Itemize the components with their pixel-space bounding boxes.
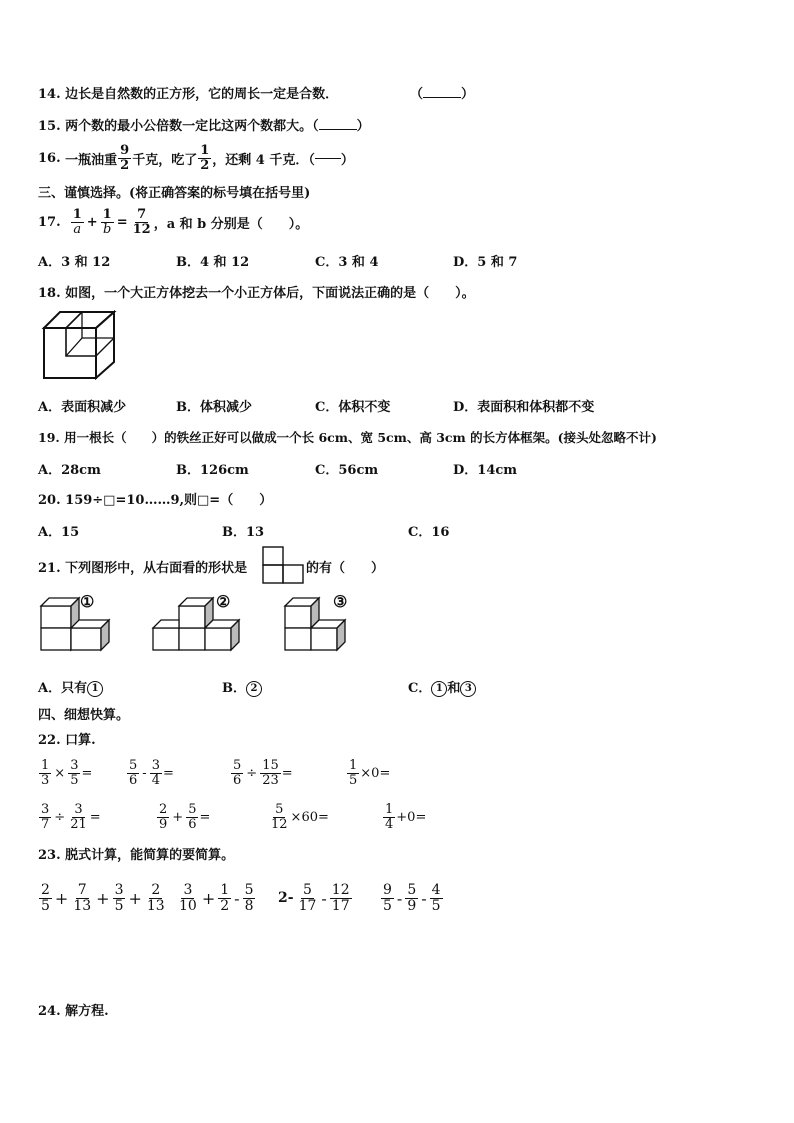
figure-1-label: ① bbox=[80, 592, 95, 611]
q16-fraction-2: $\frac{1}{2}$ bbox=[200, 142, 210, 173]
q18-option-b[interactable]: B．体积减少 bbox=[176, 400, 252, 415]
q17-option-c[interactable]: C．3 和 4 bbox=[315, 255, 379, 270]
q15: 15. 两个数的最小公倍数一定比这两个数都大。（ ） bbox=[38, 119, 370, 134]
fraction: $\frac{2}{13}$ bbox=[146, 881, 165, 914]
right-view-shape-icon bbox=[262, 546, 306, 584]
cube-with-notch-figure bbox=[40, 308, 120, 380]
q21-option-a[interactable]: A．只有 1 bbox=[38, 677, 103, 697]
oral-calc-item[interactable]: $\frac{5}{6}$ ÷ $\frac{15}{23}$ = bbox=[233, 757, 293, 788]
fraction: $\frac{1}{4}$ bbox=[385, 801, 394, 832]
q17-fraction-b: $\frac{1}{b}$ bbox=[102, 206, 112, 237]
q18-option-d[interactable]: D．表面积和体积都不变 bbox=[453, 400, 595, 415]
q23-expression-2[interactable]: $\frac{3}{10}$ + $\frac{1}{2}$ - $\frac{5}{8}$ bbox=[179, 881, 254, 914]
oral-calc-item[interactable]: $\frac{2}{9}$ + $\frac{5}{6}$ = bbox=[159, 801, 211, 832]
fraction: $\frac{3}{5}$ bbox=[70, 757, 79, 788]
fraction: $\frac{5}{6}$ bbox=[233, 757, 242, 788]
fraction: $\frac{5}{6}$ bbox=[129, 757, 138, 788]
q23-expression-4[interactable]: $\frac{9}{5}$ - $\frac{5}{9}$ - $\frac{4}{5}$ bbox=[383, 881, 441, 914]
q23-expression-3[interactable]: 2- $\frac{5}{17}$ - $\frac{12}{17}$ bbox=[278, 881, 350, 914]
fraction: $\frac{3}{21}$ bbox=[70, 801, 87, 832]
fraction: $\frac{3}{5}$ bbox=[114, 881, 124, 914]
fraction: $\frac{2}{5}$ bbox=[41, 881, 50, 914]
q17-fraction-c: $\frac{7}{12}$ bbox=[132, 206, 151, 237]
fraction: $\frac{12}{17}$ bbox=[331, 881, 350, 914]
q24-title: 24. 解方程. bbox=[38, 1004, 109, 1019]
oral-calc-item[interactable]: $\frac{1}{4}$ +0= bbox=[385, 801, 427, 832]
fraction: $\frac{2}{9}$ bbox=[159, 801, 168, 832]
oral-calc-item[interactable]: $\frac{3}{7}$ ÷ $\frac{3}{21}$ = bbox=[41, 801, 101, 832]
q17-fraction-a: $\frac{1}{a}$ bbox=[72, 206, 82, 237]
oral-calc-item[interactable]: $\frac{5}{6}$ - $\frac{3}{4}$ = bbox=[129, 757, 174, 788]
figure-3-label: ③ bbox=[333, 592, 348, 611]
q20-option-c[interactable]: C．16 bbox=[408, 525, 450, 540]
q18-option-c[interactable]: C．体积不变 bbox=[315, 400, 391, 415]
fraction: $\frac{3}{10}$ bbox=[179, 881, 197, 914]
q19-option-d[interactable]: D．14cm bbox=[453, 463, 518, 478]
q23-expression-1[interactable]: $\frac{2}{5}$ + $\frac{7}{13}$ + $\frac{3}{5}$ + $\frac{2}{13}$ bbox=[41, 881, 165, 914]
section-3-title: 三、谨慎选择。(将正确答案的标号填在括号里) bbox=[38, 186, 311, 201]
fraction: $\frac{15}{23}$ bbox=[262, 757, 279, 788]
fraction: $\frac{3}{7}$ bbox=[41, 801, 50, 832]
q23-title: 23. 脱式计算，能简算的要简算。 bbox=[38, 848, 235, 863]
q19-option-b[interactable]: B．126cm bbox=[176, 463, 249, 478]
q19: 19. 用一根长（ ）的铁丝正好可以做成一个长 6cm、宽 5cm、高 3cm 的长方体框架。(接头处忽略不计) bbox=[38, 430, 657, 445]
q17-option-d[interactable]: D．5 和 7 bbox=[453, 255, 518, 270]
q21-option-b[interactable]: B． 2 bbox=[222, 677, 262, 697]
q20-option-a[interactable]: A．15 bbox=[38, 525, 80, 540]
q19-option-c[interactable]: C．56cm bbox=[315, 463, 379, 478]
q17-option-b[interactable]: B．4 和 12 bbox=[176, 255, 250, 270]
fraction: $\frac{3}{4}$ bbox=[151, 757, 160, 788]
fraction: $\frac{1}{3}$ bbox=[41, 757, 50, 788]
q15-answer-blank[interactable] bbox=[319, 129, 357, 130]
q17-option-a[interactable]: A．3 和 12 bbox=[38, 255, 111, 270]
q21-text-1: 21. 下列图形中，从右面看的形状是 bbox=[38, 561, 248, 576]
fraction: $\frac{7}{13}$ bbox=[73, 881, 92, 914]
q18: 18. 如图，一个大正方体挖去一个小正方体后，下面说法正确的是（ ）。 bbox=[38, 286, 475, 301]
q14-answer-blank[interactable]: （ ） bbox=[410, 87, 475, 102]
q19-option-a[interactable]: A．28cm bbox=[38, 463, 101, 478]
q20: 20. 159÷□=10……9,则□=（ ） bbox=[38, 493, 273, 508]
oral-calc-item[interactable]: $\frac{5}{12}$ ×60= bbox=[271, 801, 329, 832]
fraction: $\frac{1}{5}$ bbox=[349, 757, 358, 788]
fraction: $\frac{5}{9}$ bbox=[407, 881, 417, 914]
q21-option-c[interactable]: C． 1 和 3 bbox=[408, 677, 476, 697]
oral-calc-item[interactable]: $\frac{1}{5}$ ×0= bbox=[349, 757, 391, 788]
q14: 14. 边长是自然数的正方形，它的周长一定是合数． bbox=[38, 87, 339, 102]
q22-title: 22. 口算. bbox=[38, 733, 96, 748]
fraction: $\frac{9}{5}$ bbox=[383, 881, 392, 914]
fraction: $\frac{5}{17}$ bbox=[298, 881, 317, 914]
fraction: $\frac{5}{6}$ bbox=[188, 801, 197, 832]
oral-calc-item[interactable]: $\frac{1}{3}$ × $\frac{3}{5}$ = bbox=[41, 757, 93, 788]
cube-figure-2 bbox=[150, 593, 250, 655]
q16-fraction-1: $\frac{9}{2}$ bbox=[120, 142, 130, 173]
section-4-title: 四、细想快算。 bbox=[38, 708, 130, 723]
q16: 16. 一瓶油重 $\frac{9}{2}$ 千克，吃了 $\frac{1}{2}$ ，还剩 4 千克．（ ） bbox=[38, 142, 354, 173]
fraction: $\frac{5}{8}$ bbox=[244, 881, 254, 914]
fraction: $\frac{5}{12}$ bbox=[271, 801, 288, 832]
q17: 17. $\frac{1}{a}$ + $\frac{1}{b}$ = $\frac{7}{12}$ ，a 和 b 分别是（ ）。 bbox=[38, 206, 309, 237]
q21-text-2: 的有（ ） bbox=[306, 561, 385, 576]
q16-answer-blank[interactable] bbox=[315, 158, 341, 159]
cube-figure-3 bbox=[282, 593, 362, 655]
fraction: $\frac{4}{5}$ bbox=[431, 881, 441, 914]
figure-2-label: ② bbox=[216, 592, 231, 611]
fraction: $\frac{1}{2}$ bbox=[220, 881, 230, 914]
q20-option-b[interactable]: B．13 bbox=[222, 525, 265, 540]
q18-option-a[interactable]: A．表面积减少 bbox=[38, 400, 127, 415]
